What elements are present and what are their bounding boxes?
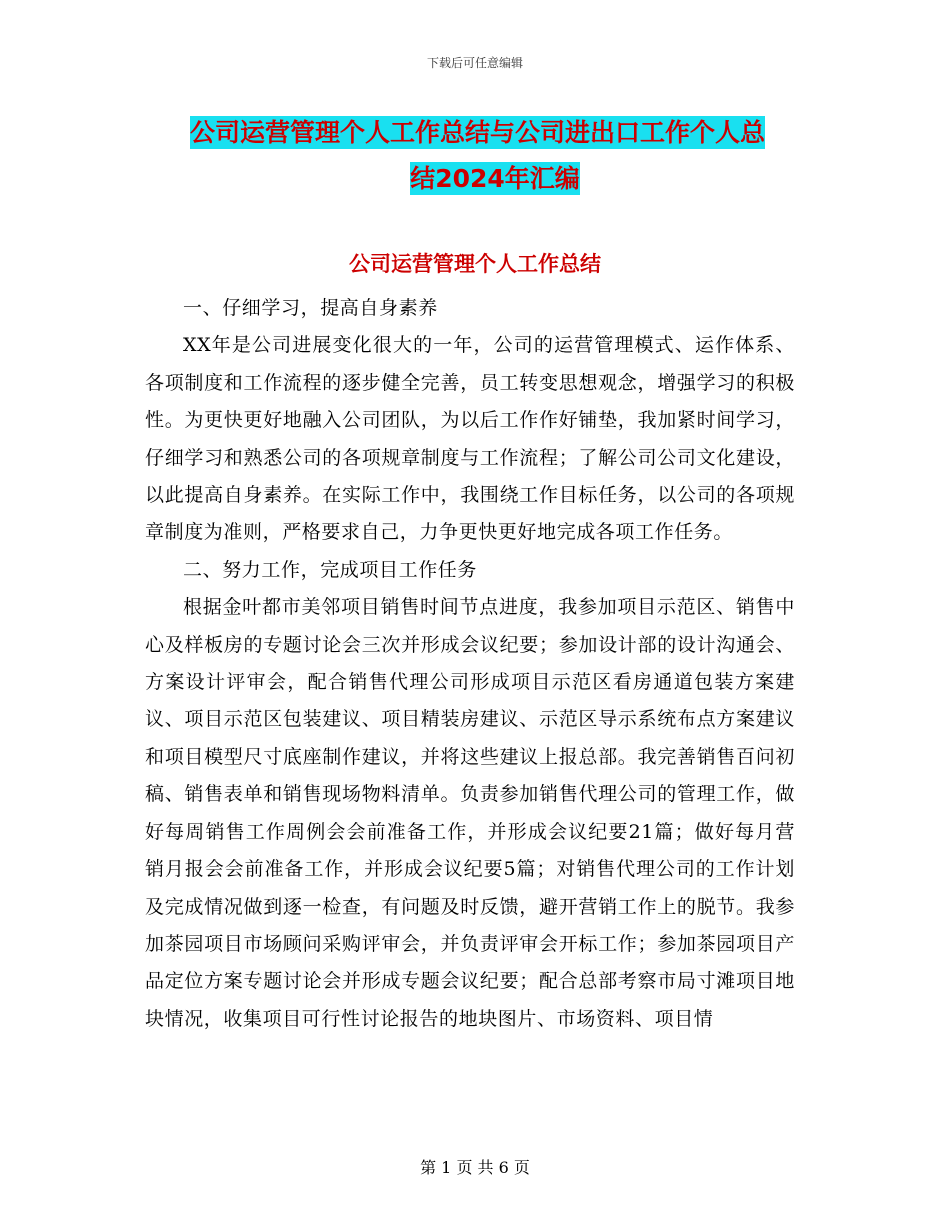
paragraph-study: XX年是公司进展变化很大的一年，公司的运营管理模式、运作体系、各项制度和工作流程的逐步健全完善，员工转变思想观念，增强学习的积极性。为更快更好地融入公司团队，为以后工作作好铺垫，我加紧时间学习，仔细学习和熟悉公司的各项规章制度与工作流程；了解公司公司文化建设，以此提高自身素养。在实际工作中，我围绕工作目标任务，以公司的各项规章制度为准则，严格要求自己，力争更快更好地完成各项工作任务。 — [145, 334, 795, 544]
section-heading: 公司运营管理个人工作总结 — [349, 252, 601, 276]
subheading-study: 一、仔细学习，提高自身素养 — [183, 297, 438, 319]
page-footer: 第 1 页 共 6 页 — [420, 1158, 530, 1177]
title-line-1: 公司运营管理个人工作总结与公司进出口工作个人总 — [190, 118, 766, 147]
paragraph-work: 根据金叶都市美邻项目销售时间节点进度，我参加项目示范区、销售中心及样板房的专题讨论会三次并形成会议纪要；参加设计部的设计沟通会、方案设计评审会，配合销售代理公司形成项目示范区看房通道包装方案建议、项目示范区包装建议、项目精装房建议、示范区导示系统布点方案建议和项目模型尺寸底座制作建议，并将这些建议上报总部。我完善销售百问初稿、销售表单和销售现场物料清单。负责参加销售代理公司的管理工作，做好每周销售工作周例会会前准备工作，并形成会议纪要21篇；做好每月营销月报会会前准备工作，并形成会议纪要5篇；对销售代理公司的工作计划及完成情况做到逐一检查，有问题及时反馈，避开营销工作上的脱节。我参加茶园项目市场顾问采购评审会，并负责评审会开标工作；参加茶园项目产品定位方案专题讨论会并形成专题会议纪要；配合总部考察市局寸滩项目地块情况，收集项目可行性讨论报告的地块图片、市场资料、项目情 — [145, 596, 795, 1030]
document-title — [190, 110, 800, 202]
title-line-2: 结2024年汇编 — [410, 164, 580, 193]
page-header-note: 下载后可任意编辑 — [426, 56, 523, 70]
subheading-work: 二、努力工作，完成项目工作任务 — [183, 558, 478, 581]
document-body — [145, 290, 795, 1038]
